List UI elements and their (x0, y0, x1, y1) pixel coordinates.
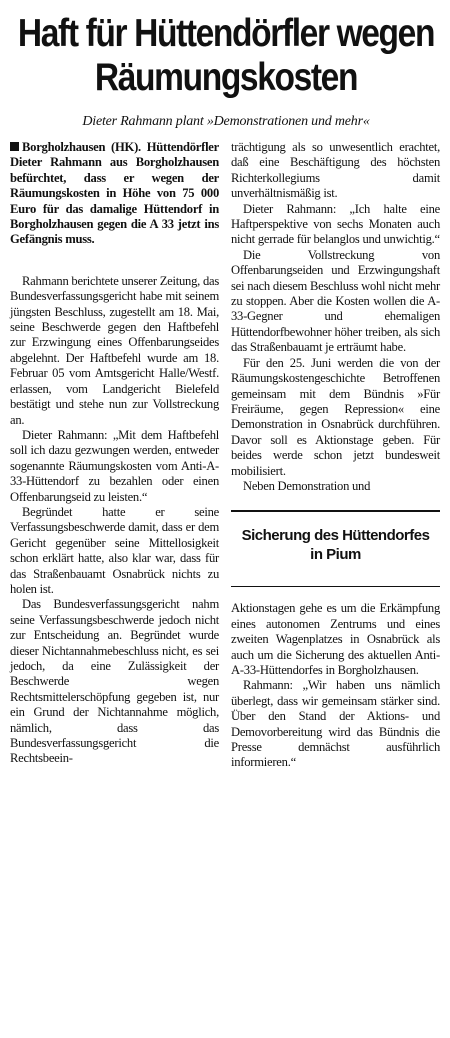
body-paragraph: Für den 25. Juni werden die von der Räumungskostengeschichte Betroffenen gemeinsam mit dem Bündnis »Für Freiräume, gegen Repression« eine Demonstration in Osnabrück durchführen. Davor soll es Aktionstage geben. Für beides werde schon jetzt bundesweit mobilisiert. (231, 355, 440, 478)
lead-text: Borgholzhausen (HK). Hüttendörfler Dieter Rahmann aus Borgholzhausen befürchtet, dass er wegen der Räumungskosten in Höhe von 75 000 Euro für das damalige Hüttendorf in Borgholzhausen gegen die A 33 jetzt ins Gefängnis muss. (10, 140, 219, 247)
body-paragraph: Begründet hatte er seine Verfassungsbeschwerde damit, dass er dem Gericht gegenüber seine Mittellosigkeit schon erklärt hatte, also klar war, dass für das Straßenbauamt Osnabrück nichts zu holen ist. (10, 504, 219, 596)
lead-paragraph (10, 140, 219, 248)
body-paragraph: Neben Demonstration und (243, 478, 371, 493)
bullet-square-icon (10, 142, 19, 151)
body-paragraph: Dieter Rahmann: „Mit dem Haftbefehl soll ich dazu gezwungen werden, entweder sogenannte Räumungskosten vom Anti-A-33-Hüttendorf zu bezahlen oder einen Offenbarungseid zu leisten.“ (10, 427, 219, 504)
body-paragraph: Rahmann berichtete unserer Zeitung, das Bundesverfassungsgericht habe mit seinem jüngsten Beschluss, zugestellt am 18. Mai, seine Beschwerde gegen den Haftbefehl zur Erzwingung eines Offenbarungseides abgelehnt. Der Haftbefehl wurde am 18. Februar 05 vom Amtsgericht Halle/Westf. erlassen, vom Landgericht Bielefeld bestätigt und stehe nun zur Vollstreckung an. (10, 273, 219, 427)
body-paragraph: Rahmann: „Wir haben uns nämlich überlegt, dass wir gemeinsam stärker sind. Über den Stand der Aktions- und Demovorbereitung wird das Bündnis die Presse demnächst ausführlich informieren.“ (231, 678, 440, 770)
column-right (231, 140, 440, 771)
subheadline: Dieter Rahmann plant »Demonstrationen und mehr« (82, 114, 370, 129)
column-left (10, 140, 219, 771)
section-heading-box: Sicherung des Hüttendorfes in Pium (231, 510, 440, 587)
headline: Haft für Hüttendörfler wegen Räumungskosten (17, 12, 435, 99)
body-paragraph: trächtigung als so unwesentlich erachtet, daß eine Beschäftigung des höchsten Richterkollegiums damit unverhältnismäßig ist. (231, 140, 440, 201)
body-paragraph: Die Vollstreckung von Offenbarungseiden und Erzwingungshaft sei nach diesem Beschluss wohl nicht mehr zu stoppen. Aber die Kosten wollen die A-33-Gegner und ehemaligen Hüttendorfbewohner höher treiben, als sich das Straßenbauamt je erträumt habe. (231, 247, 440, 355)
article-columns (10, 140, 442, 771)
body-paragraph: Das Bundesverfassungsgericht nahm seine Verfassungsbeschwerde jedoch nicht zur Entscheidung an. Begründet wurde dieser Nichtannahmebeschluss nicht, es sei jedoch, da eine Zulässigkeit der Beschwerde wegen Rechtsmittelerschöpfung gegeben ist, nur ein Grund der Nichtannahme möglich, nämlich, dass das Bundesverfassungsgericht die Rechtsbeein- (10, 597, 219, 766)
body-paragraph: Aktionstagen gehe es um die Erkämpfung eines autonomen Zentrums und eines zweiten Wagenplatzes in Osnabrück als auch um die Sicherung des aktuellen Anti-A-33-Hüttendorfes in Borgholzhausen. (231, 601, 440, 677)
body-paragraph: Dieter Rahmann: „Ich halte eine Haftperspektive von sechs Monaten auch nicht gerrade für belanglos und unwichtig.“ (231, 201, 440, 247)
